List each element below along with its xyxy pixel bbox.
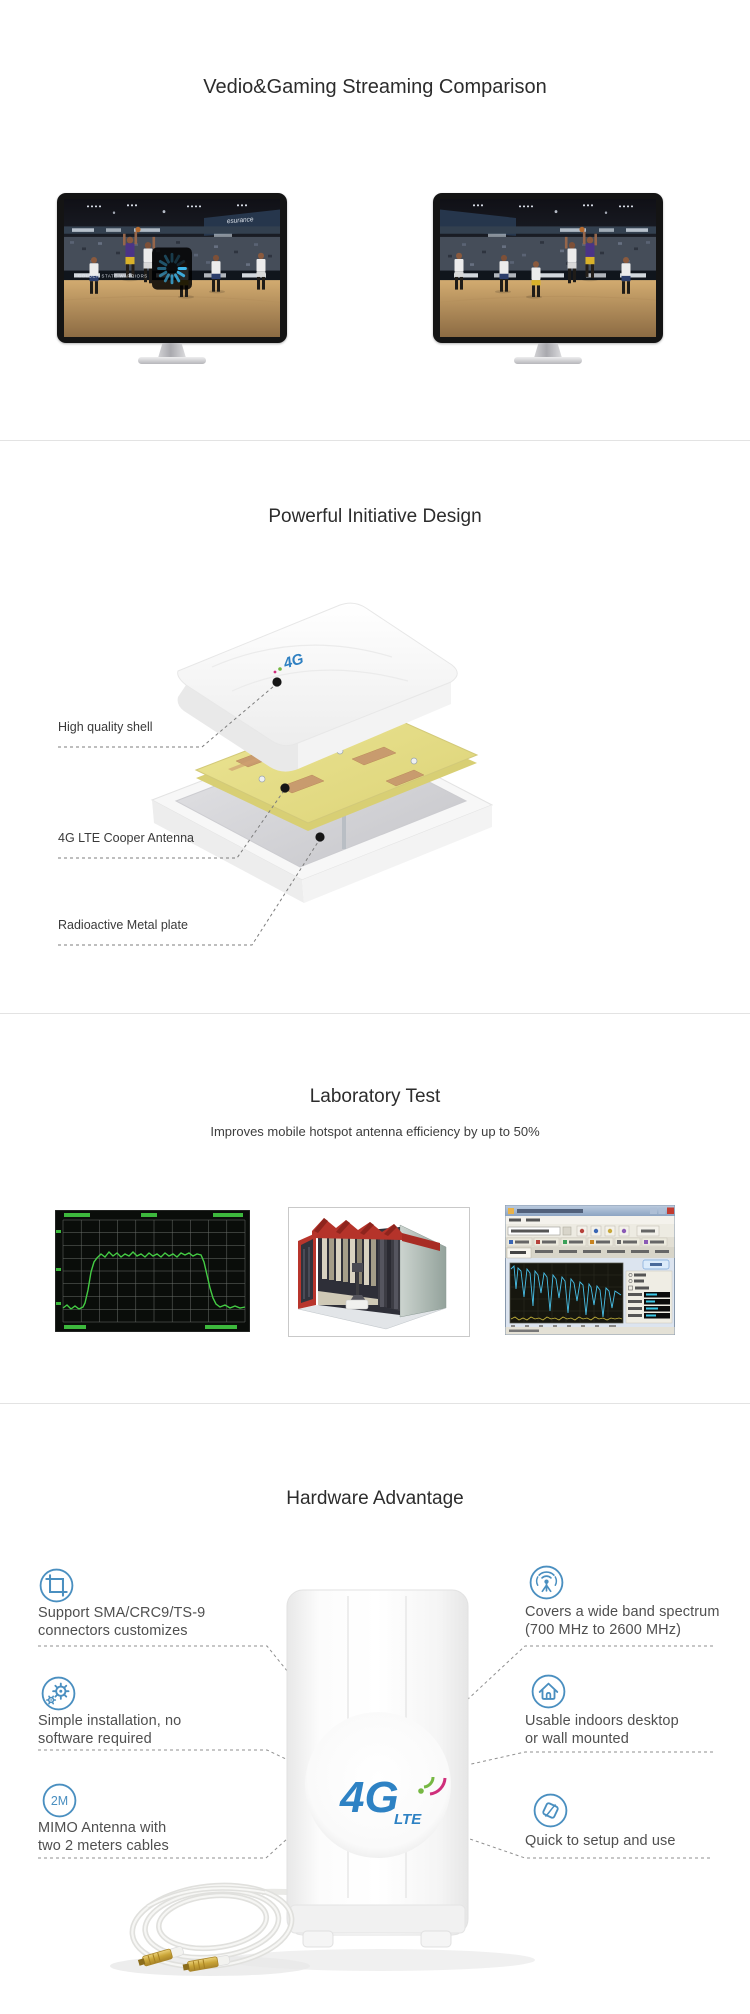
monitor-right: [433, 193, 663, 368]
feature-indoor-mount: [525, 1713, 679, 1748]
product-base: [290, 1905, 465, 1933]
feature-line: connectors customizes: [38, 1622, 188, 1639]
feature-line: or wall mounted: [525, 1730, 629, 1747]
design-title: Powerful Initiative Design: [268, 506, 482, 527]
svg-text:LTE: LTE: [394, 1811, 422, 1828]
monitor-bezel: [57, 193, 287, 343]
feature-quick-setup: [525, 1833, 676, 1851]
feature-mimo-cables: [38, 1820, 169, 1855]
benchmark-software-photo: [505, 1205, 675, 1335]
feature-line: Covers a wide band spectrum: [525, 1604, 720, 1620]
monitor-stand-neck: [158, 343, 186, 358]
feature-line: Quick to setup and use: [525, 1833, 676, 1849]
product-foot: [421, 1931, 451, 1947]
anechoic-chamber-photo: [288, 1207, 470, 1337]
ad-board-text: esurance: [226, 216, 254, 226]
mimo-antenna-product: [287, 1590, 468, 1947]
callout-dot-pcb: [280, 783, 289, 792]
feature-line: (700 MHz to 2600 MHz): [525, 1621, 682, 1638]
section-divider: [0, 440, 750, 441]
callout-dot-plate: [315, 832, 324, 841]
svg-text:4G: 4G: [340, 1773, 399, 1822]
feature-line: two 2 meters cables: [38, 1837, 169, 1854]
section-divider: [0, 1013, 750, 1014]
chamber-door: [298, 1233, 316, 1309]
monitor-left: [57, 193, 287, 368]
ticker-text: GOLDEN STATE WARRIORS: [78, 273, 148, 279]
cable-length-icon: [41, 1782, 78, 1819]
feature-band-spectrum: [525, 1604, 720, 1639]
hardware-title: Hardware Advantage: [286, 1488, 464, 1509]
signal-icon: [528, 1564, 565, 1601]
home-icon: [530, 1673, 567, 1710]
monitor-stand-neck: [534, 343, 562, 358]
exploded-antenna-diagram: [0, 555, 750, 955]
section-divider: [0, 1403, 750, 1404]
label-metal-plate: Radioactive Metal plate: [58, 918, 188, 932]
feature-line: Simple installation, no: [38, 1713, 182, 1729]
monitor-stand-base: [138, 357, 206, 364]
feature-line: software required: [38, 1730, 152, 1747]
feature-line: Support SMA/CRC9/TS-9: [38, 1605, 206, 1621]
spectrum-analyzer-photo: [55, 1210, 250, 1332]
screen-buffering-stream: [64, 199, 280, 337]
screen-smooth-stream: [440, 199, 656, 337]
feature-connectors: [38, 1605, 205, 1640]
monitor-stand-base: [514, 357, 582, 364]
feature-installation: [38, 1713, 181, 1748]
buffering-spinner-icon: [152, 247, 192, 289]
quick-icon: [532, 1792, 569, 1829]
feature-line: MIMO Antenna with: [38, 1820, 167, 1836]
callout-dot-shell: [272, 677, 281, 686]
lab-subtitle: Improves mobile hotspot antenna efficiency by up to 50%: [210, 1124, 540, 1139]
gears-icon: [40, 1675, 77, 1712]
tabs: [506, 1238, 675, 1258]
close-button: [667, 1208, 674, 1215]
feature-line: Usable indoors desktop: [525, 1713, 679, 1729]
crop-connector-icon: [38, 1567, 75, 1604]
product-foot: [303, 1931, 333, 1947]
lab-title: Laboratory Test: [309, 1086, 441, 1107]
svg-text:4G: 4G: [281, 650, 306, 673]
results-panel: [626, 1271, 672, 1323]
comparison-title: Vedio&Gaming Streaming Comparison: [203, 76, 547, 98]
monitor-bezel: [433, 193, 663, 343]
svg-text:2M: 2M: [50, 1793, 69, 1808]
label-copper-antenna: 4G LTE Cooper Antenna: [58, 831, 194, 845]
label-high-quality-shell: High quality shell: [58, 720, 153, 734]
